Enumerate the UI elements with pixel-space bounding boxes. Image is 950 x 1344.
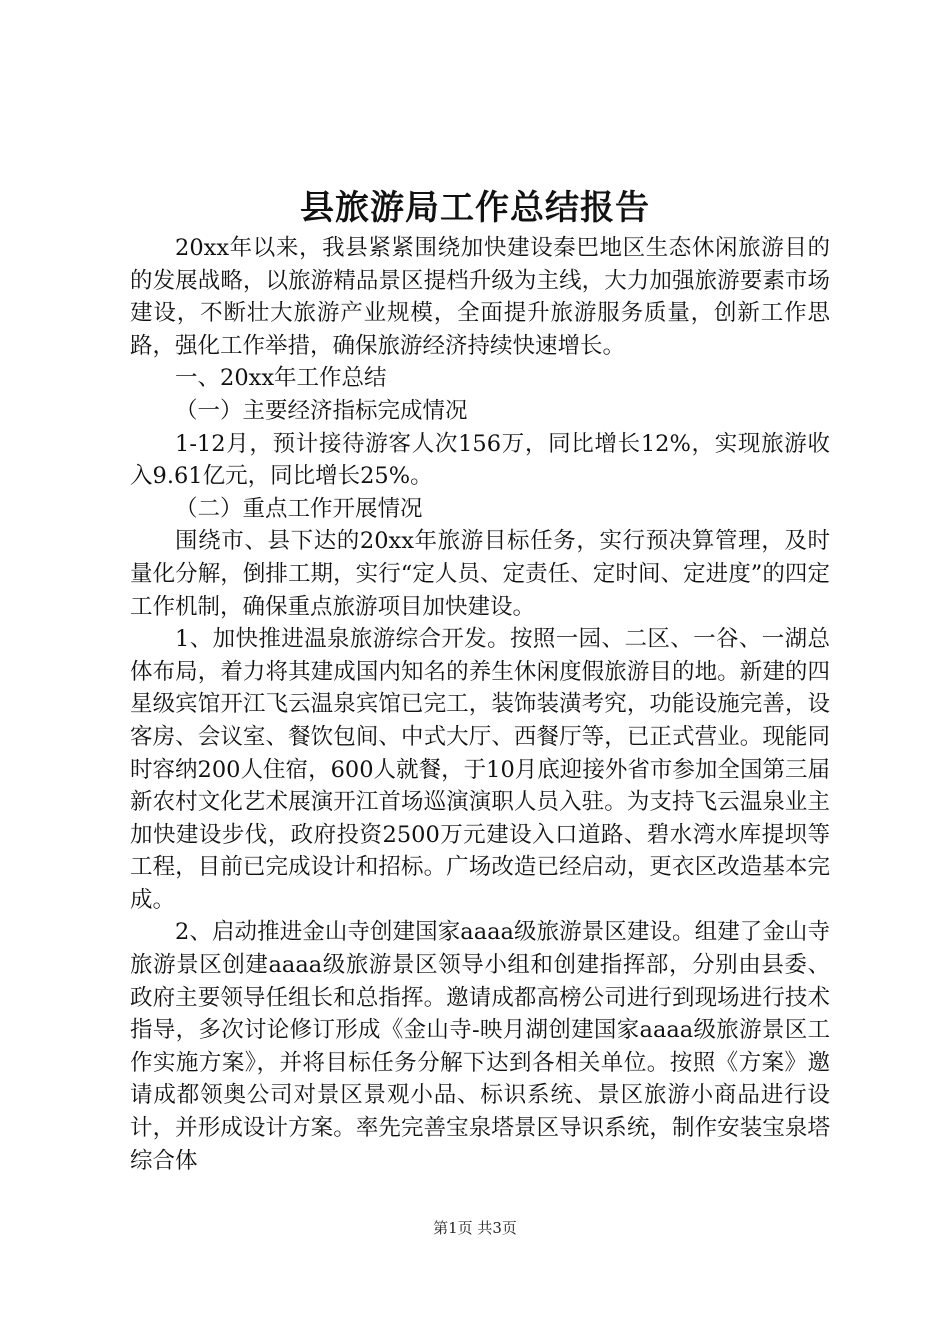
paragraph-key-work: 围绕市、县下达的20xx年旅游目标任务，实行预决算管理，及时量化分解，倒排工期，实行“定人员、定责任、定时间、定进度”的四定工作机制，确保重点旅游项目加快建设。: [130, 528, 830, 620]
heading-section-1: 一、20xx年工作总结: [175, 365, 387, 392]
paragraph-indicators: 1-12月，预计接待游客人次156万，同比增长12%，实现旅游收入9.61亿元，同比增长25%。: [130, 430, 830, 490]
paragraph-item-1: 1、加快推进温泉旅游综合开发。按照一园、二区、一谷、一湖总体布局，着力将其建成国内知名的养生休闲度假旅游目的地。新建的四星级宾馆开江飞云温泉宾馆已完工，装饰装潢考究，功能设施完善，设客房、会议室、餐饮包间、中式大厅、西餐厅等，已正式营业。现能同时容纳200人住宿，600人就餐，于10月底迎接外省市参加全国第三届新农村文化艺术展演开江首场巡演演职人员入驻。为支持飞云温泉业主加快建设步伐，政府投资2500万元建设入口道路、碧水湾水库提坝等工程，目前已完成设计和招标。广场改造已经启动，更衣区改造基本完成。: [130, 626, 830, 913]
heading-subsection-1: （一）主要经济指标完成情况: [175, 397, 468, 424]
page-footer: 第1页 共3页: [433, 1219, 517, 1237]
document-title: 县旅游局工作总结报告: [300, 188, 650, 228]
heading-subsection-2: （二）重点工作开展情况: [175, 495, 423, 522]
paragraph-intro: 20xx年以来，我县紧紧围绕加快建设秦巴地区生态休闲旅游目的的发展战略，以旅游精品景区提档升级为主线，大力加强旅游要素市场建设，不断壮大旅游产业规模，全面提升旅游服务质量，创新工作思路，强化工作举措，确保旅游经济持续快速增长。: [130, 235, 830, 359]
document-body: [130, 232, 830, 1177]
paragraph-item-2: 2、启动推进金山寺创建国家aaaa级旅游景区建设。组建了金山寺旅游景区创建aaaa级旅游景区领导小组和创建指挥部，分别由县委、政府主要领导任组长和总指挥。邀请成都高榜公司进行到现场进行技术指导，多次讨论修订形成《金山寺-映月湖创建国家aaaa级旅游景区工作实施方案》，并将目标任务分解下达到各相关单位。按照《方案》邀请成都领奥公司对景区景观小品、标识系统、景区旅游小商品进行设计，并形成设计方案。率先完善宝泉塔景区导识系统，制作安装宝泉塔综合体: [130, 919, 830, 1174]
